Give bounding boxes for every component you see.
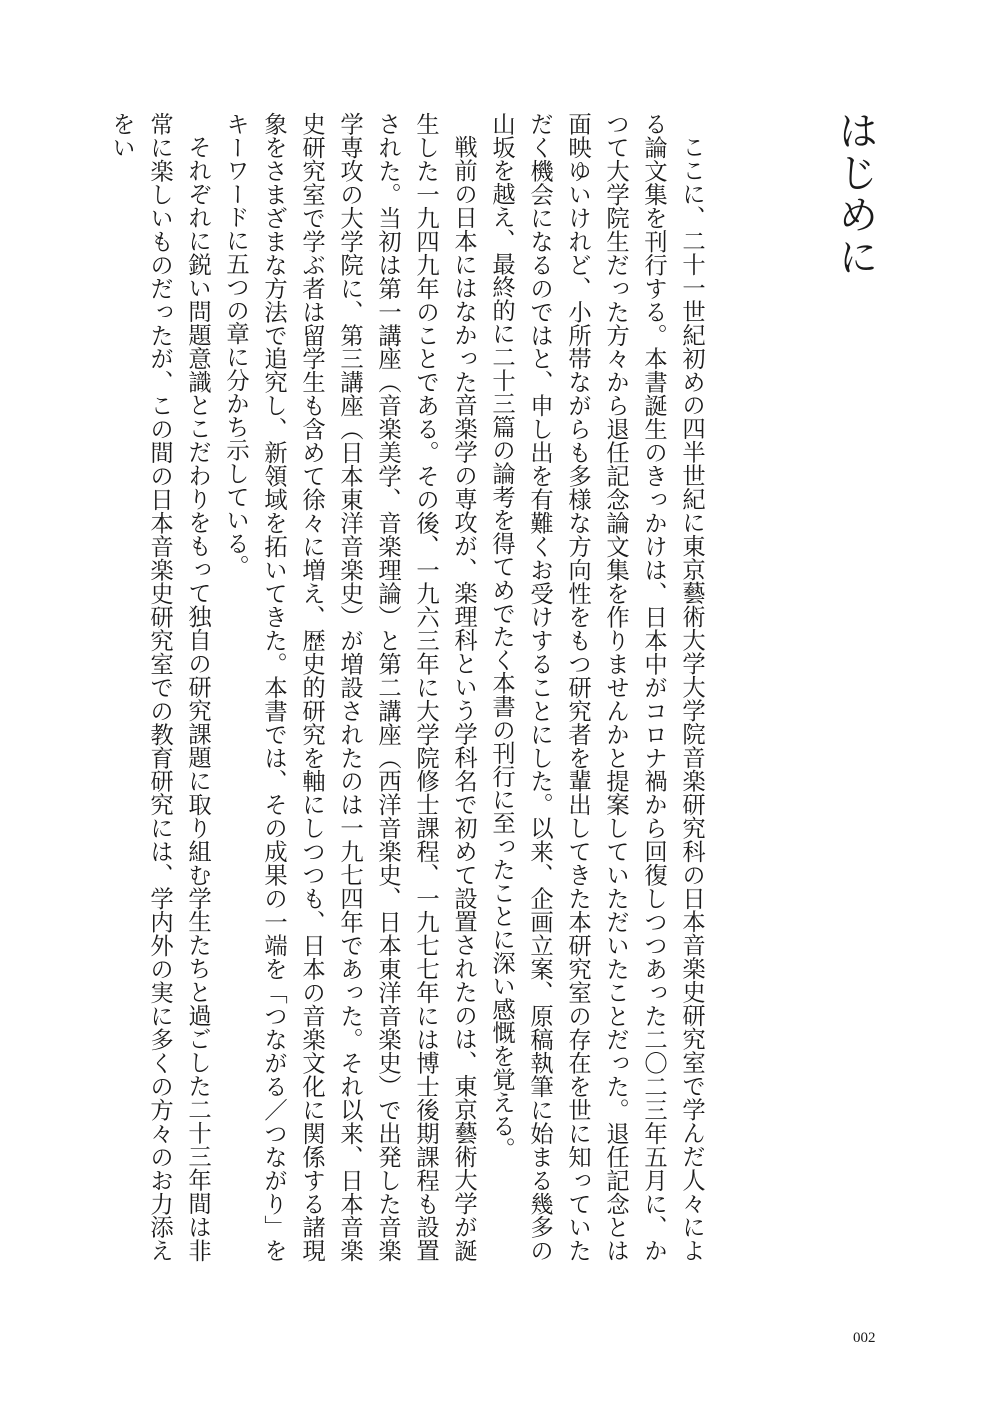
- paragraph-3: それぞれに鋭い問題意識とこだわりをもって独自の研究課題に取り組む学生たちと過ごした二十三年間は非常に楽しいものだったが、この間の日本音楽史研究室での教育研究には、学内外の実に多くの方々のお力添えをい: [108, 112, 211, 1262]
- body-text: [102, 112, 710, 1262]
- paragraph-2: 戦前の日本にはなかった音楽学の専攻が、楽理科という学科名で初めて設置されたのは、東京藝術大学が誕生した一九四九年のことである。その後、一九六三年に大学院修士課程、一九七七年には博士後期課程も設置された。当初は第一講座（音楽美学、音楽理論）と第二講座（西洋音楽史、日本東洋音楽史）で出発した音楽学専攻の大学院に、第三講座（日本東洋音楽史）が増設されたのは一九七四年であった。それ以来、日本音楽史研究室で学ぶ者は留学生も含めて徐々に増え、歴史的研究を軸にしつつも、日本の音楽文化に関係する諸現象をさまざまな方法で追究し、新領域を拓いてきた。本書では、その成果の一端を「つながる／つながり」をキーワードに五つの章に分かち示している。: [222, 112, 477, 1262]
- page-title: はじめに: [832, 110, 878, 278]
- paragraph-1: ここに、二十一世紀初めの四半世紀に東京藝術大学大学院音楽研究科の日本音楽史研究室で学んだ人々による論文集を刊行する。本書誕生のきっかけは、日本中がコロナ禍から回復しつつあった二〇二三年五月に、かつて大学院生だった方々から退任記念論文集を作りませんかと提案していただいたことだった。退任記念とは面映ゆいけれど、小所帯ながらも多様な方向性をもつ研究者を輩出してきた本研究室の存在を世に知っていただく機会になるのではと、申し出を有難くお受けすることにした。以来、企画立案、原稿執筆に始まる幾多の山坂を越え、最終的に二十三篇の論考を得てめでたく本書の刊行に至ったことに深い感慨を覚える。: [488, 112, 705, 1262]
- page-number: 002: [853, 1330, 876, 1346]
